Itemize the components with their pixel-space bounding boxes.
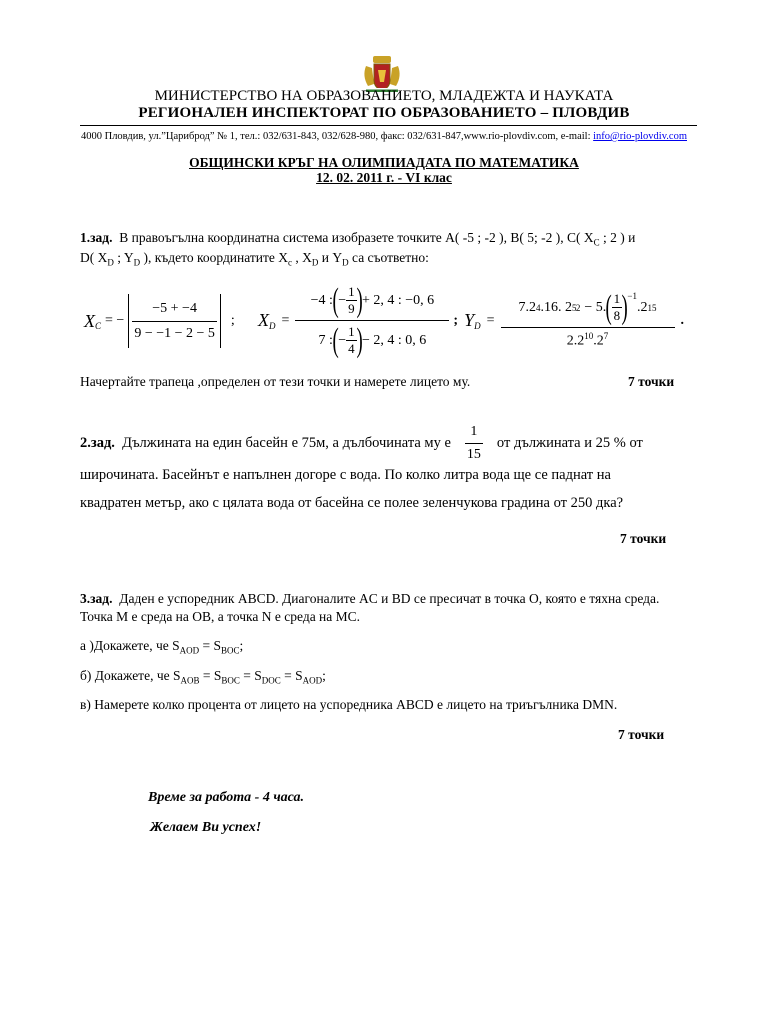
ministry-name: МИНИСТЕРСТВО НА ОБРАЗОВАНИЕТО, МЛАДЕЖТА И НАУКАТА [154, 88, 614, 104]
formula-part: .16. 2 [540, 299, 573, 315]
xc-numerator: −5 + −4 [152, 300, 197, 316]
task1-text: са съответно: [348, 250, 429, 265]
paren-close: ) [356, 281, 363, 319]
address-text: 4000 Пловдив, ул.”Цариброд” № 1, тел.: 032/631-843, 032/628-980, факс: 032/631-847,www.rio-plovdiv.com, e-mail: [80, 131, 594, 142]
task3-text: = S [199, 638, 221, 653]
task3-text: ; [239, 638, 244, 653]
subscript: AOB [180, 675, 200, 686]
formula-equals: = [486, 312, 495, 328]
xc-denominator: 9 − −1 − 2 − 5 [132, 321, 217, 342]
subscript: D [474, 320, 481, 331]
subscript: AOD [179, 645, 200, 656]
contact-line [0, 131, 768, 142]
task3-part-b [80, 668, 326, 686]
task2-text: Дължината на един басейн е 75м, а дълбочината му е [122, 435, 451, 451]
task1-text: ; Y [113, 250, 134, 265]
task3-text: а )Докажете, че S [80, 638, 180, 653]
subscript: C [95, 321, 102, 331]
formula-var: X [258, 310, 269, 330]
formula-part: − 5. [584, 299, 607, 315]
formula-separator: ; [453, 312, 459, 328]
frac-den: 4 [348, 341, 355, 356]
task2-frac-num: 1 [470, 424, 478, 439]
frac-den: 9 [348, 301, 355, 316]
task1-label: 1.зад. [80, 230, 113, 245]
subscript: D [133, 257, 141, 268]
task1-text: ; 2 ) и [599, 230, 636, 245]
subscript: D [269, 320, 276, 331]
formula-part: 7 : [318, 332, 333, 348]
task3-line2: Точка М е среда на ОВ, а точка N е среда на МС. [80, 609, 361, 624]
subscript: D [311, 257, 319, 268]
frac-num: 1 [348, 324, 355, 339]
formula-part: + 2, 4 : −0, 6 [361, 292, 435, 308]
subscript: BOC [221, 645, 240, 656]
formula-xc [84, 294, 235, 348]
superscript: −1 [627, 291, 637, 302]
subscript: AOD [302, 675, 323, 686]
task3-text: б) Докажете, че S [80, 668, 181, 683]
task3-text: = S [280, 668, 303, 683]
frac-num: 1 [348, 284, 355, 299]
superscript: 15 [647, 302, 657, 313]
paren-close: ) [356, 321, 363, 359]
task2-line1 [80, 424, 643, 463]
frac-num: 1 [613, 291, 621, 307]
formula-equals: = − [105, 313, 125, 328]
task3-text: ; [322, 668, 326, 683]
frac-den: 8 [613, 308, 621, 324]
subscript: BOC [221, 675, 240, 686]
superscript: 5 [572, 302, 577, 313]
task1-points: 7 точки [628, 374, 675, 389]
superscript: 4 [536, 302, 541, 313]
formula-equals: = [281, 312, 290, 328]
subscript: D [107, 257, 114, 268]
inspectorate-name: РЕГИОНАЛЕН ИНСПЕКТОРАТ ПО ОБРАЗОВАНИЕТО – ПЛОВДИВ [138, 105, 630, 121]
subscript: C [593, 237, 600, 248]
paren-open: ( [332, 281, 339, 319]
task3-text: Даден е успоредник ABCD. Диагоналите AC и BD се пресичат в точка О, която е тяхна среда. [119, 591, 660, 606]
task1-text: D( X [80, 250, 108, 265]
formula-var: X [84, 310, 95, 331]
task1-line1 [80, 230, 700, 248]
formula-part: 7.2 [518, 299, 537, 315]
formula-separator: ; [230, 313, 235, 328]
formula-part: −4 : [310, 292, 333, 308]
formula-part: .2 [593, 333, 604, 349]
superscript: 10 [584, 331, 594, 342]
formula-part: 2.2 [566, 333, 585, 349]
time-allowed: Време за работа - 4 часа. [148, 790, 305, 805]
task3-points: 7 точки [618, 727, 665, 742]
task1-closing: Начертайте трапеца ,определен от тези точки и намерете лицето му. [80, 374, 471, 389]
task1-text: ), където координатите X [140, 250, 289, 265]
formula-xd: X $_D$ = −4 : ( − $\frac{1}{9}$ ) + 2, 4 : −0, 6 7 : ( − $\frac{1}{4}$ ) − 2, 4 : 0, 6 ; Y $_D$ = 7.2 4 .16. 2 5 2 − 5. ( $\frac{1}{8}$ ) $^{-1}$ .2 15 $2.2^{10}.2^7$ . [258, 281, 684, 359]
task2-line3: квадратен метър, ако с цялата вода от басейна се полее зеленчукова градина от 250 дка? [80, 495, 624, 511]
formula-var: Y [464, 310, 475, 330]
good-luck: Желаем Ви успех! [150, 820, 262, 835]
formula-part: .2 [636, 299, 648, 315]
subscript: D [342, 257, 349, 268]
task1-text: и Y [318, 250, 343, 265]
task3-label: 3.зад. [80, 591, 113, 606]
task3-part-a [80, 638, 243, 656]
task1-text: В правоъгълна координатна система изобразете точките А( -5 ; -2 ), В( 5; -2 ), С( X [119, 230, 594, 245]
task2-label: 2.зад. [80, 435, 115, 451]
task3-text: = S [239, 668, 262, 683]
email-link[interactable]: info@rio-plovdiv.com [593, 131, 687, 142]
task3-part-c: в) Намерете колко процента от лицето на успоредника ABCD е лицето на триъгълника DMN. [80, 697, 618, 712]
paren-open: ( [605, 288, 613, 326]
task3-line1 [80, 591, 659, 607]
subscript: c [288, 257, 293, 268]
task2-frac-den: 15 [465, 443, 483, 463]
task3-text: = S [199, 668, 222, 683]
task2-text: от дължината и 25 % от [496, 435, 643, 451]
superscript: 7 [603, 331, 609, 342]
task2-points: 7 точки [620, 531, 667, 546]
task1-line2 [80, 250, 429, 268]
paren-open: ( [332, 321, 339, 359]
formula-part: − 2, 4 : 0, 6 [361, 332, 427, 348]
task1-text: , X [292, 250, 312, 265]
superscript: 2 [575, 302, 581, 313]
subscript: DOC [261, 675, 281, 686]
olympiad-date-grade: 12. 02. 2011 г. - VI клас [316, 170, 452, 185]
header-divider [80, 125, 697, 126]
formula-end: . [680, 312, 684, 328]
olympiad-title: ОБЩИНСКИ КРЪГ НА ОЛИМПИАДАТА ПО МАТЕМАТИКА [189, 155, 579, 170]
paren-close: ) [621, 288, 628, 326]
task2-line2: широчината. Басейнът е напълнен догоре с вода. По колко литра вода ще се паднат на [80, 467, 611, 483]
